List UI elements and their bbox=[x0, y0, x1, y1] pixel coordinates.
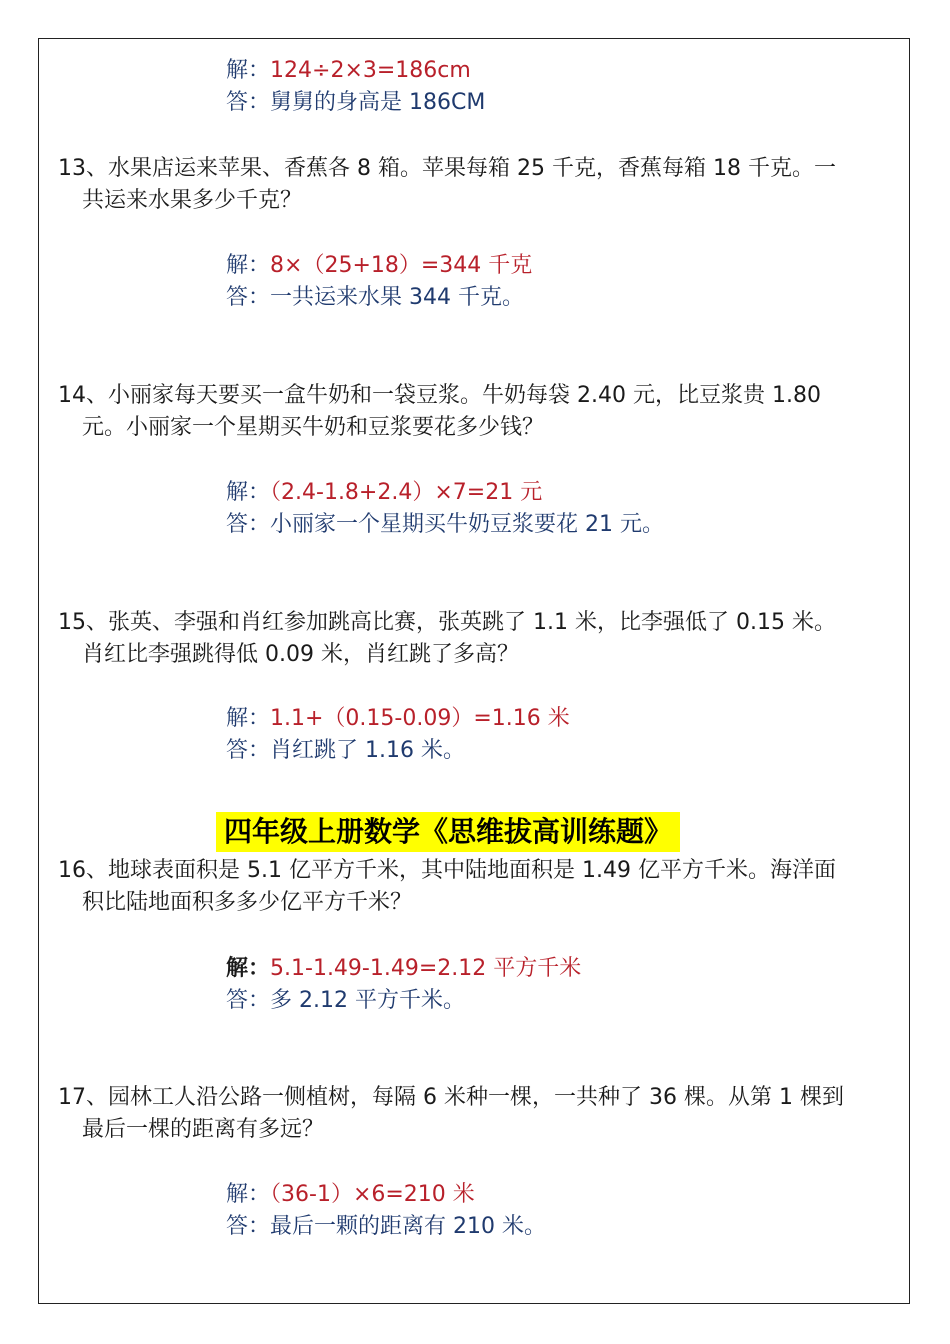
answer-line bbox=[226, 511, 664, 539]
question-text: 肖红比李强跳得低 0.09 米，肖红跳了多高？ bbox=[82, 642, 519, 667]
answer-line bbox=[226, 1213, 546, 1241]
solution-label: 解： bbox=[226, 956, 271, 981]
question-text: 15、张英、李强和肖红参加跳高比赛，张英跳了 1.1 米，比李强低了 0.15 米。 bbox=[58, 610, 836, 635]
answer-label: 答： bbox=[226, 738, 271, 763]
solution-text: 1.1+（0.15-0.09）=1.16 米 bbox=[270, 706, 570, 731]
answer-label: 答： bbox=[226, 1214, 271, 1239]
question-text: 最后一棵的距离有多远？ bbox=[82, 1117, 325, 1142]
solution-text: （2.4-1.8+2.4）×7=21 元 bbox=[270, 480, 543, 505]
solution-label: 解： bbox=[226, 706, 271, 731]
answer-text: 小丽家一个星期买牛奶豆浆要花 21 元。 bbox=[270, 512, 664, 537]
solution-line bbox=[226, 705, 570, 733]
answer-line bbox=[226, 89, 485, 117]
solution-label: 解： bbox=[226, 58, 271, 83]
page-border bbox=[38, 38, 910, 1304]
question-text: 元。小丽家一个星期买牛奶和豆浆要花多少钱？ bbox=[82, 415, 545, 440]
answer-label: 答： bbox=[226, 512, 271, 537]
question-text: 13、水果店运来苹果、香蕉各 8 箱。苹果每箱 25 千克，香蕉每箱 18 千克。一 bbox=[58, 156, 836, 181]
solution-label: 解： bbox=[226, 480, 271, 505]
answer-line bbox=[226, 737, 465, 765]
solution-line bbox=[226, 1181, 475, 1209]
section-heading: 四年级上册数学《思维拔高训练题》 bbox=[216, 812, 680, 852]
solution-line bbox=[226, 479, 542, 507]
solution-line bbox=[226, 955, 581, 983]
question-text: 16、地球表面积是 5.1 亿平方千米，其中陆地面积是 1.49 亿平方千米。海洋面 bbox=[58, 858, 836, 883]
solution-text: 8×（25+18）=344 千克 bbox=[270, 253, 533, 278]
solution-label: 解： bbox=[226, 1182, 271, 1207]
question-text: 14、小丽家每天要买一盒牛奶和一袋豆浆。牛奶每袋 2.40 元，比豆浆贵 1.80 bbox=[58, 383, 821, 408]
answer-text: 一共运来水果 344 千克。 bbox=[270, 285, 524, 310]
answer-text: 舅舅的身高是 186CM bbox=[270, 90, 486, 115]
answer-text: 多 2.12 平方千米。 bbox=[270, 988, 465, 1013]
solution-text: （36-1）×6=210 米 bbox=[270, 1182, 475, 1207]
solution-line bbox=[226, 252, 532, 280]
answer-line bbox=[226, 987, 465, 1015]
solution-text: 5.1-1.49-1.49=2.12 平方千米 bbox=[270, 956, 582, 981]
solution-line bbox=[226, 57, 471, 85]
answer-text: 最后一颗的距离有 210 米。 bbox=[270, 1214, 546, 1239]
answer-label: 答： bbox=[226, 285, 271, 310]
solution-label: 解： bbox=[226, 253, 271, 278]
answer-text: 肖红跳了 1.16 米。 bbox=[270, 738, 465, 763]
question-text: 17、园林工人沿公路一侧植树，每隔 6 米种一棵，一共种了 36 棵。从第 1 棵到 bbox=[58, 1085, 844, 1110]
question-text: 共运来水果多少千克？ bbox=[82, 188, 303, 213]
answer-line bbox=[226, 284, 524, 312]
answer-label: 答： bbox=[226, 90, 271, 115]
solution-text: 124÷2×3=186cm bbox=[270, 58, 471, 83]
question-text: 积比陆地面积多多少亿平方千米？ bbox=[82, 890, 413, 915]
answer-label: 答： bbox=[226, 988, 271, 1013]
